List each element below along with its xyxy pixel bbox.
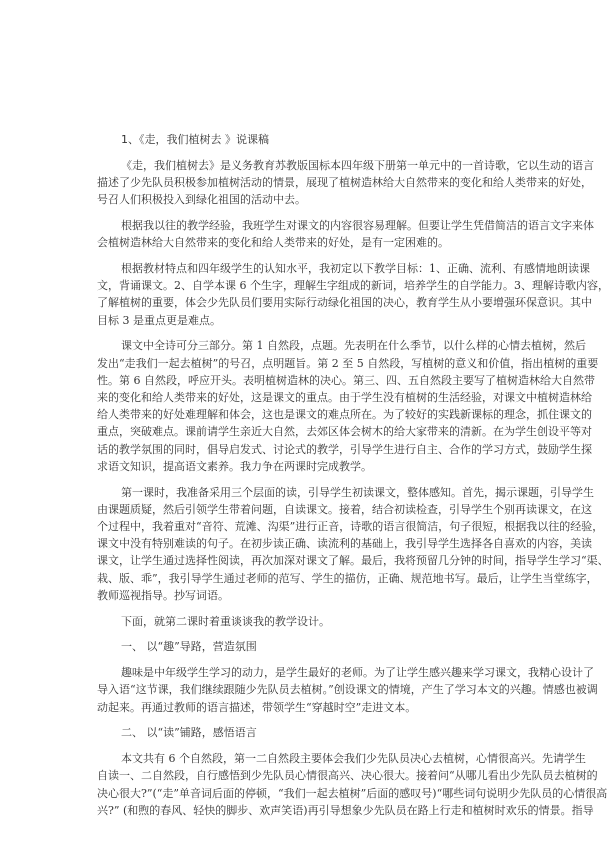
paragraph-line: 第一课时，我准备采用三个层面的读，引导学生初读课文，整体感知。首先，揭示课题，引导学生: [121, 485, 594, 499]
paragraph: [97, 260, 609, 329]
paragraph-line: 号召人们积极投入到绿化祖国的活动中去。: [97, 193, 306, 207]
document-body: [97, 131, 609, 828]
paragraph-line: 根据我以往的教学经验，我班学生对课文的内容很容易理解。但要让学生凭借简洁的语言文字来体: [121, 219, 594, 232]
paragraph-line: 话的教学氛围的同时，倡导启发式、讨论式的教学，引导学生进行自主、合作的学习方式，鼓励学生探: [97, 442, 592, 456]
paragraph-line: 《走，我们植树去》是义务教育苏教版国标本四年级下册第一单元中的一首诗歌，它以生动的语言: [121, 158, 594, 172]
paragraph-line: 导入语“这节课，我们继续跟随少先队员去植树。”创设课文的情境，产生了学习本文的兴趣。情感也被调: [97, 683, 598, 697]
document-title: [97, 131, 511, 148]
paragraph-line: 文，背诵课文。2、自学本课 6 个生字，理解生字组成的新词，培养学生的自学能力。3、理解诗歌内容，: [97, 279, 609, 293]
paragraph-line: 动起来。再通过教师的语言描述，带领学生“穿越时空”走进文本。: [97, 700, 417, 714]
paragraph-line: 给人类带来的好处难理解和体会，这也是课文的难点所在。为了较好的实践新课标的理念，抓住课文的: [97, 408, 592, 422]
paragraph-line: 根据教材特点和四年级学生的认知水平，我初定以下教学目标：1、正确、流利、有感情地朗读课: [121, 262, 590, 275]
paragraph-line: 个过程中，我着重对“音符、荒滩、沟渠”进行正音，诗歌的语言很简洁，句子很短，根据我以往的经验，: [97, 520, 604, 534]
paragraph: [97, 664, 598, 716]
paragraph-line: 会植树造林给大自然带来的变化和给人类带来的好处，是有一定困难的。: [97, 236, 449, 250]
paragraph-line: 课文中全诗可分三部分。第 1 自然段，点题。先表明在什么季节，以什么样的心情去植树，然后: [121, 339, 586, 353]
paragraph: [97, 157, 594, 209]
paragraph-line: 栽、版、乖”，我引导学生通过老师的范写、学生的描仿，正确、规范地书写。最后，让学生当堂练字，: [97, 571, 598, 585]
paragraph-line: 重点，突破难点。课前请学生亲近大自然，去郊区体会树木的给大家带来的清新。在为学生创设平等对: [97, 425, 592, 439]
paragraph-line: 兴?” (和煦的春风、轻快的脚步、欢声笑语)再引导想象少先队员在路上行走和植树时欢乐的情景。指导: [97, 803, 594, 817]
paragraph: [97, 337, 599, 475]
paragraph-line: 本文共有 6 个自然段，第一二自然段主要体会我们少先队员决心去植树，心情很高兴。先请学生: [121, 752, 586, 766]
paragraph: [97, 613, 511, 630]
paragraph-line: 教师巡视指导。抄写词语。: [97, 588, 229, 602]
paragraph-line: 课文，让学生通过选择性阅读，再次加深对课文了解。最后，我将预留几分钟的时间，指导学生学习“渠、: [97, 554, 609, 568]
paragraph-line: 目标 3 是重点更是难点。: [97, 313, 221, 327]
paragraph-line: 趣味是中年级学生学习的动力，是学生最好的老师。为了让学生感兴趣来学习课文，我精心设计了: [121, 666, 594, 680]
paragraph-line: 二、 以“读”铺路，感悟语言: [121, 726, 257, 740]
paragraph-line: 了解植树的重要，体会少先队员们要用实际行动绿化祖国的决心，教育学生从小要增强环保意识。其中: [97, 296, 592, 310]
title-text: 1、《走，我们植树去 》说课稿: [121, 133, 269, 146]
paragraph: [97, 638, 511, 655]
paragraph-line: 描述了少先队员积极参加植树活动的情景，展现了植树造林给大自然带来的变化和给人类带来的好处，: [97, 176, 592, 189]
paragraph-line: 课文中没有特别难读的句子。在初步读正确、读流利的基础上，我引导学生选择各自喜欢的内容，美读: [97, 537, 592, 551]
paragraph-line: 求语文知识，提高语文素养。我力争在两课时完成教学。: [97, 459, 372, 473]
paragraph: [97, 217, 594, 251]
paragraph: [97, 484, 609, 604]
paragraph-line: 由课题质疑，然后引领学生带着问题，自读课文。接着，结合初读检查，引导学生个别再读课文，在这: [97, 502, 592, 516]
paragraph-line: 自读一、二自然段，自行感悟到少先队员心情很高兴、决心很大。接着问“从哪儿看出少先队员去植树的: [97, 769, 598, 783]
paragraphs: [97, 157, 609, 819]
paragraph-line: 决心很大?”(“走”单音词后面的停顿，“我们一起去植树”后面的感叹号)“哪些词句说明少先队员的心情很高: [97, 786, 608, 800]
paragraph-line: 下面，就第二课时着重谈谈我的教学设计。: [121, 614, 330, 628]
paragraph-line: 一、 以“趣”导路，营造氛围: [121, 640, 257, 654]
paragraph-line: 发出“走我们一起去植树”的号召，点明题旨。第 2 至 5 自然段，写植树的意义和价值，指出植树的重要: [97, 356, 599, 370]
paragraph-line: 性。第 6 自然段，呼应开头。表明植树造林的决心。第三、四、五自然段主要写了植树造林给大自然带: [97, 373, 595, 387]
paragraph: [97, 750, 608, 819]
paragraph: [97, 724, 511, 741]
paragraph-line: 来的变化和给人类带来的好处，这是课文的重点。由于学生没有植树的生活经验，对课文中植树造林给: [97, 391, 592, 405]
